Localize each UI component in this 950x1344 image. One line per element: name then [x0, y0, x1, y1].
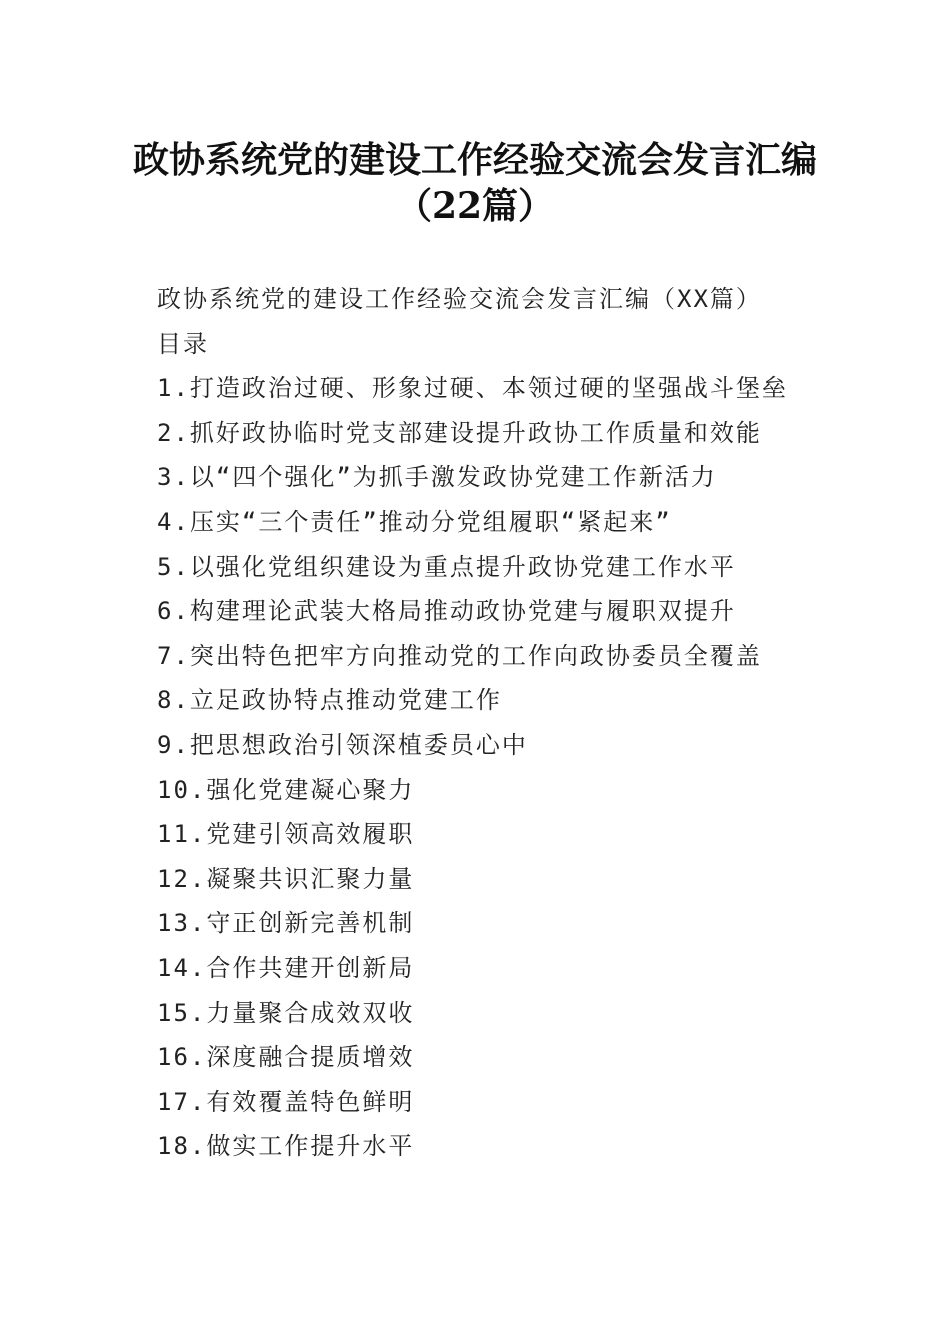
- document-body: [157, 277, 877, 1169]
- toc-item: 12.凝聚共识汇聚力量: [157, 864, 415, 893]
- toc-item: 6.构建理论武装大格局推动政协党建与履职双提升: [157, 597, 736, 626]
- toc-item: 5.以强化党组织建设为重点提升政协党建工作水平: [157, 552, 736, 581]
- toc-item: 15.力量聚合成效双收: [157, 998, 415, 1027]
- toc-heading: 目录: [157, 329, 209, 358]
- document-title: 政协系统党的建设工作经验交流会发言汇编: [132, 139, 817, 181]
- toc-item: 2.抓好政协临时党支部建设提升政协工作质量和效能: [157, 418, 762, 447]
- toc-item: 17.有效覆盖特色鲜明: [157, 1087, 415, 1116]
- toc-item: 16.深度融合提质增效: [157, 1043, 415, 1072]
- toc-item: 7.突出特色把牢方向推动党的工作向政协委员全覆盖: [157, 641, 762, 670]
- toc-item: 3.以“四个强化”为抓手激发政协党建工作新活力: [157, 463, 717, 492]
- toc-item: 13.守正创新完善机制: [157, 909, 415, 938]
- document-title-count: （22篇）: [395, 185, 555, 227]
- toc-item: 11.党建引领高效履职: [157, 820, 415, 849]
- document-subtitle: 政协系统党的建设工作经验交流会发言汇编（XX篇）: [157, 285, 762, 313]
- toc-item: 8.立足政协特点推动党建工作: [157, 686, 502, 715]
- toc-item: 9.把思想政治引领深植委员心中: [157, 730, 528, 759]
- toc-list: [157, 366, 877, 1169]
- toc-item: 18.做实工作提升水平: [157, 1132, 415, 1161]
- toc-item: 14.合作共建开创新局: [157, 953, 415, 982]
- toc-item: 4.压实“三个责任”推动分党组履职“紧起来”: [157, 507, 672, 536]
- toc-item: 1.打造政治过硬、形象过硬、本领过硬的坚强战斗堡垒: [157, 374, 788, 403]
- toc-item: 10.强化党建凝心聚力: [157, 775, 415, 804]
